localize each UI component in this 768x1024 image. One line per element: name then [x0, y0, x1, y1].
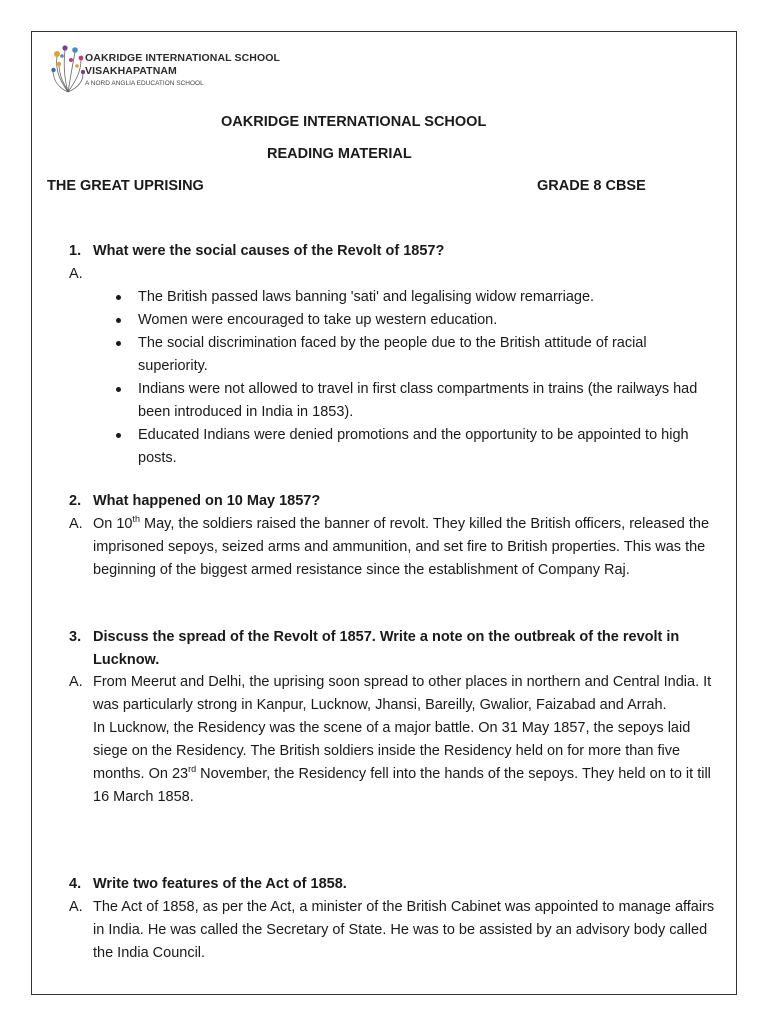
- list-item: The social discrimination faced by the people due to the British attitude of racial superiority.: [113, 332, 718, 378]
- list-item: Indians were not allowed to travel in first class compartments in trains (the railways had been introduced in India in 1853).: [113, 378, 718, 424]
- question-2-text: What happened on 10 May 1857?: [93, 493, 321, 509]
- question-1: [69, 240, 719, 263]
- answer-3-paragraph-1: From Meerut and Delhi, the uprising soon spread to other places in northern and Central India. It was particularly strong in Kanpur, Lucknow, Jhansi, Bareilly, Gwalior, Faizabad and Arrah.: [93, 674, 712, 713]
- question-4-number: 4.: [69, 876, 82, 892]
- question-2-number: 2.: [69, 493, 82, 509]
- answer-2-text: [93, 513, 718, 582]
- topic-heading: THE GREAT UPRISING: [47, 178, 204, 194]
- answer-3-part: November, the Residency fell into the hands of the sepoys. They held on to it till 16 March 1858.: [93, 766, 711, 805]
- school-logo: [51, 42, 281, 98]
- question-1-number: 1.: [69, 243, 82, 259]
- answer-1-label: A.: [69, 266, 83, 282]
- question-3-number: 3.: [69, 629, 82, 645]
- answer-3-label: A.: [69, 674, 83, 690]
- logo-tagline: A NORD ANGLIA EDUCATION SCHOOL: [85, 80, 204, 87]
- question-3-text: Discuss the spread of the Revolt of 1857. Write a note on the outbreak of the revolt in Lucknow.: [93, 629, 680, 668]
- answer-2-label: A.: [69, 516, 83, 532]
- answer-2-superscript: th: [132, 514, 141, 525]
- answer-4-label: A.: [69, 899, 83, 915]
- logo-school-city: VISAKHAPATNAM: [85, 65, 177, 77]
- question-4: [69, 873, 719, 896]
- answer-4-text: The Act of 1858, as per the Act, a minister of the British Cabinet was appointed to manage affairs in India. He was called the Secretary of State. He was to be assisted by an advisory body called the India Council.: [93, 899, 715, 961]
- answer-2-part: On 10: [93, 516, 133, 532]
- material-heading: READING MATERIAL: [267, 146, 412, 162]
- answer-3-paragraph-2: [93, 717, 723, 809]
- question-3: [69, 626, 725, 672]
- answer-1-list: [113, 286, 718, 470]
- school-heading: OAKRIDGE INTERNATIONAL SCHOOL: [221, 114, 487, 130]
- list-item: The British passed laws banning 'sati' and legalising widow remarriage.: [113, 286, 718, 309]
- school-logo-icon: [51, 42, 85, 98]
- answer-3-text: [93, 671, 723, 809]
- question-4-text: Write two features of the Act of 1858.: [93, 876, 347, 892]
- answer-2-part: May, the soldiers raised the banner of revolt. They killed the British officers, released the imprisoned sepoys, seized arms and ammunition, and set fire to British properties. This was the beginning of the biggest armed resistance since the establishment of Company Raj.: [93, 516, 710, 578]
- question-2: [69, 490, 719, 513]
- answer-3-part: In Lucknow, the Residency was the scene of a major battle. On 31 May 1857, the sepoys laid siege on the Residency. The British soldiers inside the Residency held on for more than five months. On 23: [93, 720, 691, 782]
- answer-3-superscript: rd: [188, 764, 197, 775]
- list-item: Educated Indians were denied promotions and the opportunity to be appointed to high posts.: [113, 424, 718, 470]
- logo-school-name: OAKRIDGE INTERNATIONAL SCHOOL: [85, 52, 281, 64]
- list-item: Women were encouraged to take up western education.: [113, 309, 718, 332]
- question-1-text: What were the social causes of the Revolt of 1857?: [93, 243, 445, 259]
- grade-heading: GRADE 8 CBSE: [537, 178, 646, 194]
